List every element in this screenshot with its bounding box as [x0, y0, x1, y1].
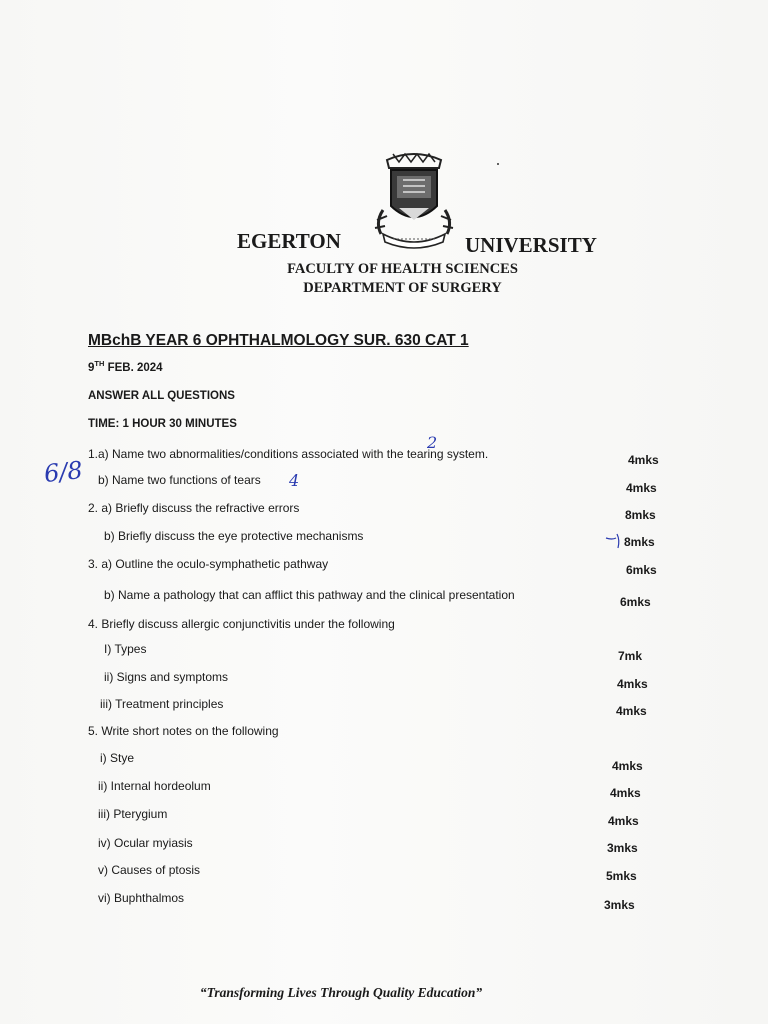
question-text: b) Name a pathology that can afflict this pathway and the clinical presentation [104, 588, 515, 602]
handwritten-score: 6/8 [42, 456, 84, 488]
question-text: v) Causes of ptosis [98, 863, 201, 877]
exam-date [88, 359, 163, 374]
instruction: ANSWER ALL QUESTIONS [88, 390, 235, 402]
question-marks: 5mks [606, 869, 637, 883]
check-mark-icon [604, 530, 626, 552]
question-marks: 4mks [628, 453, 659, 467]
question-text: 4. Briefly discuss allergic conjunctivitis under the following [88, 617, 395, 631]
date-day: 9 [88, 361, 95, 374]
speck [497, 163, 499, 165]
date-suffix: TH [94, 359, 105, 368]
question-text: ii) Internal hordeolum [98, 779, 211, 793]
question-text: iii) Pterygium [98, 807, 168, 821]
question-marks: 3mks [607, 841, 638, 855]
date-rest: FEB. 2024 [104, 361, 163, 374]
question-marks: 3mks [604, 898, 635, 912]
question-marks: 8mks [624, 535, 655, 549]
question-text: 5. Write short notes on the following [88, 724, 279, 738]
question-text: b) Name two functions of tears [98, 473, 261, 487]
university-name [237, 229, 612, 259]
question-marks: 7mk [618, 649, 643, 663]
question-marks: 6mks [620, 595, 651, 609]
faculty-name: FACULTY OF HEALTH SCIENCES [287, 261, 518, 277]
department-name: DEPARTMENT OF SURGERY [303, 280, 502, 296]
university-name-right: UNIVERSITY [465, 233, 597, 257]
question-marks: 8mks [625, 508, 656, 522]
question-marks: 4mks [617, 677, 648, 691]
question-text: 1.a) Name two abnormalities/conditions associated with the tearing system. [88, 447, 489, 461]
question-text: 2. a) Briefly discuss the refractive errors [88, 501, 300, 515]
question-marks: 6mks [626, 563, 657, 577]
university-name-left: EGERTON [237, 229, 341, 253]
question-text: vi) Buphthalmos [98, 891, 185, 905]
handwritten-mark: 4 [289, 471, 300, 490]
question-text: iv) Ocular myiasis [98, 836, 193, 850]
question-text: iii) Treatment principles [100, 697, 224, 711]
handwritten-mark: 2 [427, 433, 438, 452]
question-marks: 4mks [616, 704, 647, 718]
question-text: 3. a) Outline the oculo-symphathetic pathway [88, 557, 329, 571]
question-text: i) Stye [100, 751, 135, 765]
question-text: b) Briefly discuss the eye protective mechanisms [104, 529, 364, 543]
question-text: I) Types [104, 642, 147, 656]
university-motto: “Transforming Lives Through Quality Education” [199, 985, 483, 1000]
question-marks: 4mks [626, 481, 657, 495]
question-marks: 4mks [608, 814, 639, 828]
exam-title: MBchB YEAR 6 OPHTHALMOLOGY SUR. 630 CAT 1 [88, 332, 469, 349]
question-marks: 4mks [610, 786, 641, 800]
exam-time: TIME: 1 HOUR 30 MINUTES [88, 418, 237, 430]
question-marks: 4mks [612, 759, 643, 773]
question-text: ii) Signs and symptoms [104, 670, 229, 684]
